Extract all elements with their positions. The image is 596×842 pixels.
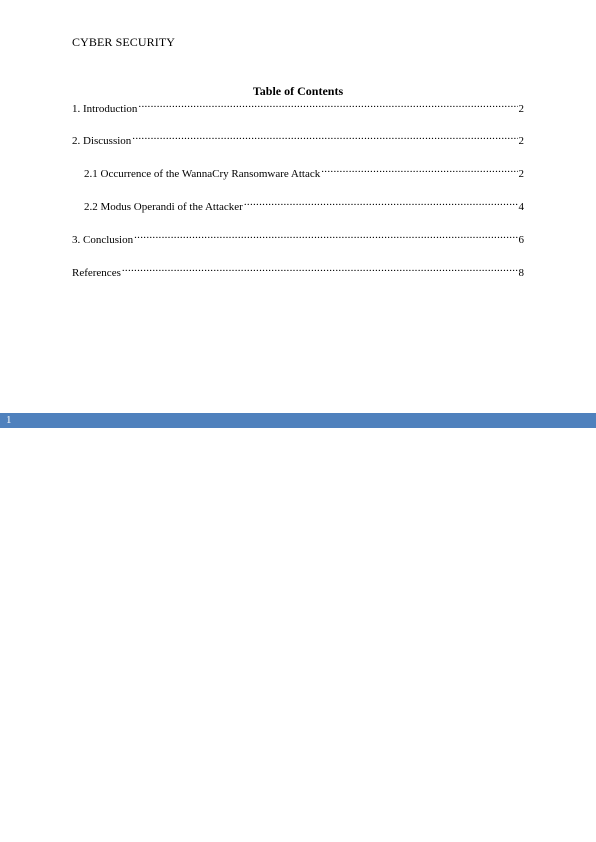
dot-leader — [132, 130, 517, 144]
dot-leader — [122, 262, 518, 276]
toc-entry-modus-operandi[interactable] — [84, 196, 524, 214]
toc-entry-introduction[interactable] — [72, 98, 524, 116]
toc-entry-label: 3. Conclusion — [72, 234, 134, 246]
footer-bar — [0, 413, 596, 428]
toc-entry-page: 2 — [518, 135, 524, 147]
toc-entry-page: 8 — [518, 267, 524, 279]
dot-leader — [321, 163, 517, 177]
toc-entry-wannacry-occurrence[interactable] — [84, 163, 524, 181]
toc-entry-label: 2.2 Modus Operandi of the Attacker — [84, 201, 243, 213]
toc-entry-label: References — [72, 267, 121, 279]
running-header: CYBER SECURITY — [72, 35, 176, 49]
toc-entry-page: 2 — [518, 168, 524, 180]
toc-entry-label: 1. Introduction — [72, 103, 138, 115]
page-number: 1 — [6, 414, 12, 426]
toc-entry-page: 2 — [518, 103, 524, 115]
toc-title: Table of Contents — [252, 84, 344, 98]
toc-entry-discussion[interactable] — [72, 130, 524, 148]
toc-entry-page: 6 — [518, 234, 524, 246]
dot-leader — [138, 98, 517, 112]
dot-leader — [134, 229, 517, 243]
toc-entry-conclusion[interactable] — [72, 229, 524, 247]
dot-leader — [244, 196, 518, 210]
toc-entry-references[interactable] — [72, 262, 524, 280]
toc-entry-label: 2.1 Occurrence of the WannaCry Ransomware Attack — [84, 168, 321, 180]
toc-entry-label: 2. Discussion — [72, 135, 132, 147]
toc-entry-page: 4 — [518, 201, 524, 213]
